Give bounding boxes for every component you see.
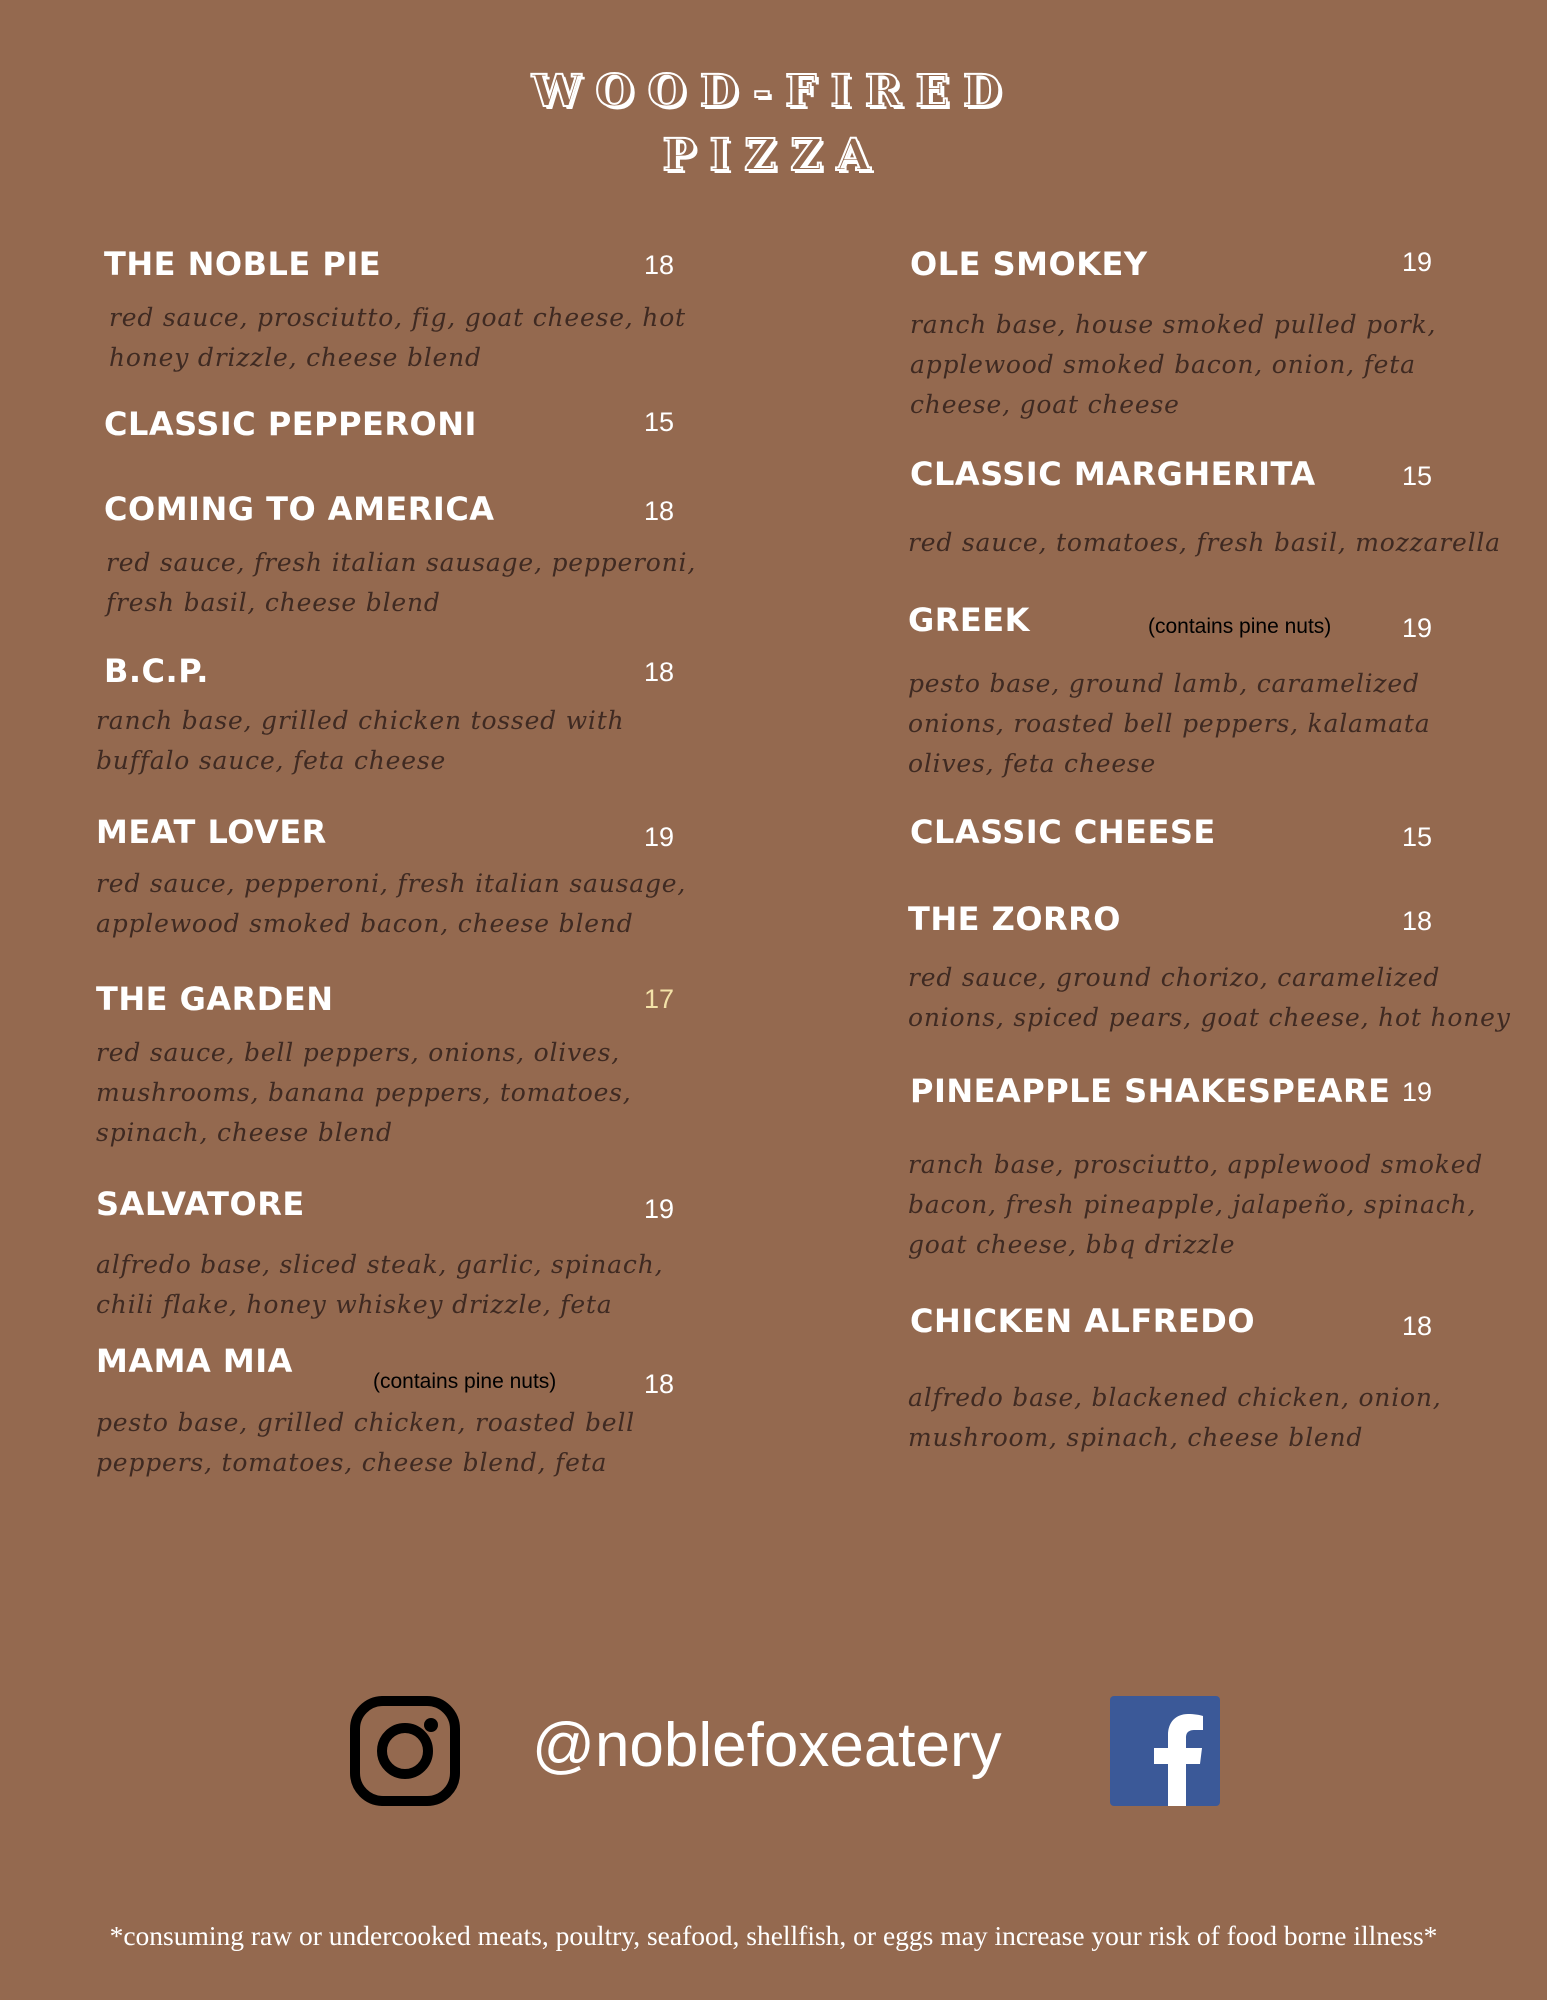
item-name: CLASSIC CHEESE <box>910 813 1216 851</box>
item-description: red sauce, bell peppers, onions, olives, mushrooms, banana peppers, tomatoes, spinach, cheese blend <box>96 1038 632 1147</box>
item-price: 18 <box>644 657 675 687</box>
facebook-icon[interactable] <box>1110 1696 1220 1806</box>
item-price: 15 <box>644 407 675 437</box>
item-name: MAMA MIA <box>96 1342 293 1380</box>
item-name: GREEK <box>908 601 1030 639</box>
item-description: red sauce, pepperoni, fresh italian sausage, applewood smoked bacon, cheese blend <box>96 869 687 938</box>
item-price: 19 <box>644 1194 675 1224</box>
item-price: 18 <box>1402 906 1433 936</box>
item-price: 18 <box>1402 1311 1433 1341</box>
menu-title-line-1: WOOD-FIRED <box>531 66 1016 117</box>
item-price: 18 <box>644 250 675 280</box>
item-name: CLASSIC MARGHERITA <box>910 455 1316 493</box>
item-price: 15 <box>1402 822 1433 852</box>
menu-title-line-2: PIZZA <box>662 130 885 181</box>
item-description: red sauce, fresh italian sausage, pepperoni, fresh basil, cheese blend <box>106 548 697 617</box>
item-description: pesto base, grilled chicken, roasted bell peppers, tomatoes, cheese blend, feta <box>96 1408 635 1477</box>
item-price: 18 <box>644 496 675 526</box>
item-name: MEAT LOVER <box>96 813 327 851</box>
item-description: ranch base, grilled chicken tossed with buffalo sauce, feta cheese <box>96 706 625 775</box>
item-price: 19 <box>1402 247 1433 277</box>
item-description: ranch base, prosciutto, applewood smoked bacon, fresh pineapple, jalapeño, spinach, goat cheese, bbq drizzle <box>908 1150 1484 1259</box>
item-price: 17 <box>644 984 675 1014</box>
item-name: THE ZORRO <box>908 900 1121 938</box>
item-description: ranch base, house smoked pulled pork, applewood smoked bacon, onion, feta cheese, goat cheese <box>910 310 1437 419</box>
item-price: 19 <box>644 822 675 852</box>
item-name: OLE SMOKEY <box>910 245 1148 283</box>
item-description: red sauce, ground chorizo, caramelized onions, spiced pears, goat cheese, hot honey <box>908 963 1511 1032</box>
allergen-note: (contains pine nuts) <box>1148 615 1332 638</box>
item-description: alfredo base, blackened chicken, onion, mushroom, spinach, cheese blend <box>908 1383 1442 1452</box>
item-description: red sauce, prosciutto, fig, goat cheese, hot honey drizzle, cheese blend <box>109 303 686 372</box>
item-description: alfredo base, sliced steak, garlic, spinach, chili flake, honey whiskey drizzle, feta <box>96 1250 664 1319</box>
item-price: 19 <box>1402 1077 1433 1107</box>
item-name: THE NOBLE PIE <box>104 245 382 283</box>
item-name: COMING TO AMERICA <box>104 490 495 528</box>
social-handle[interactable]: @noblefoxeatery <box>532 1711 1002 1780</box>
item-price: 15 <box>1402 461 1433 491</box>
item-name: CLASSIC PEPPERONI <box>104 405 477 443</box>
item-price: 18 <box>644 1369 675 1399</box>
allergen-note: (contains pine nuts) <box>373 1370 557 1393</box>
item-name: CHICKEN ALFREDO <box>910 1302 1256 1340</box>
instagram-icon[interactable] <box>350 1696 460 1806</box>
item-name: SALVATORE <box>96 1185 305 1223</box>
item-price: 19 <box>1402 613 1433 643</box>
item-name: B.C.P. <box>104 652 209 690</box>
item-name: PINEAPPLE SHAKESPEARE <box>910 1072 1391 1110</box>
item-description: red sauce, tomatoes, fresh basil, mozzarella <box>908 528 1501 557</box>
item-name: THE GARDEN <box>96 980 334 1018</box>
food-safety-disclaimer: *consuming raw or undercooked meats, poultry, seafood, shellfish, or eggs may increase your risk of food borne illness* <box>109 1920 1438 1951</box>
item-description: pesto base, ground lamb, caramelized onions, roasted bell peppers, kalamata olives, feta cheese <box>908 669 1431 778</box>
